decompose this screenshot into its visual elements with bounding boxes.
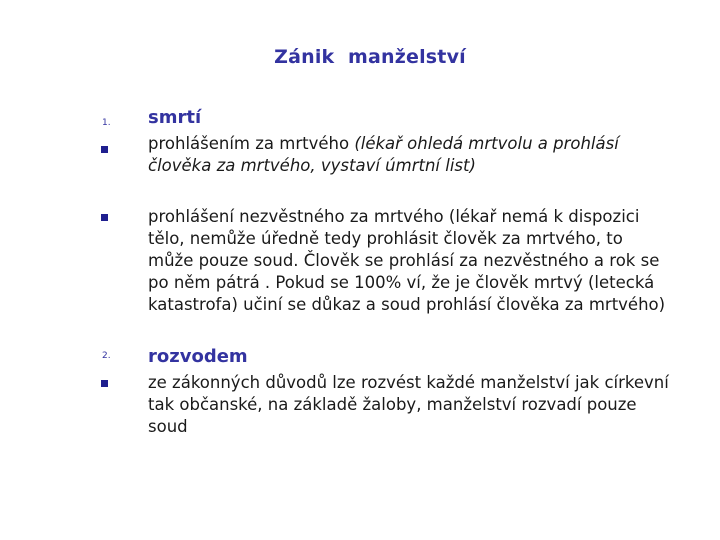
text-line: tak občanské, na základě žaloby, manželství rozvadí pouze [148, 395, 637, 414]
bullet-icon [101, 146, 108, 153]
item-declared-dead [148, 133, 619, 177]
text-line: tělo, nemůže úředně tedy prohlásit člověk za mrtvého, to [148, 229, 623, 248]
text-line: katastrofa) učiní se důkaz a soud prohlásí člověka za mrtvého) [148, 295, 666, 314]
section-number-1: 1. [102, 118, 111, 128]
text-line [148, 133, 619, 155]
text-line: prohlášení nezvěstného za mrtvého (lékař nemá k dispozici [148, 207, 640, 226]
italic-text-run: (lékař ohledá mrtvolu a prohlásí [354, 134, 619, 153]
slide-title: Zánik manželství [274, 46, 466, 68]
section-heading-death: smrtí [148, 107, 202, 128]
item-divorce [148, 372, 669, 438]
section-heading-divorce: rozvodem [148, 346, 248, 367]
bullet-icon [101, 380, 108, 387]
text-run: prohlášením za mrtvého [148, 134, 355, 153]
text-line: po něm pátrá . Pokud se 100% ví, že je člověk mrtvý (letecká [148, 273, 655, 292]
item-missing-person [148, 206, 665, 316]
text-line: ze zákonných důvodů lze rozvést každé manželství jak církevní [148, 373, 669, 392]
bullet-icon [101, 214, 108, 221]
text-line: může pouze soud. Člověk se prohlásí za nezvěstného a rok se [148, 251, 660, 270]
section-number-2: 2. [102, 351, 111, 361]
italic-text-line: člověka za mrtvého, vystaví úmrtní list) [148, 156, 476, 175]
text-line: soud [148, 417, 188, 436]
